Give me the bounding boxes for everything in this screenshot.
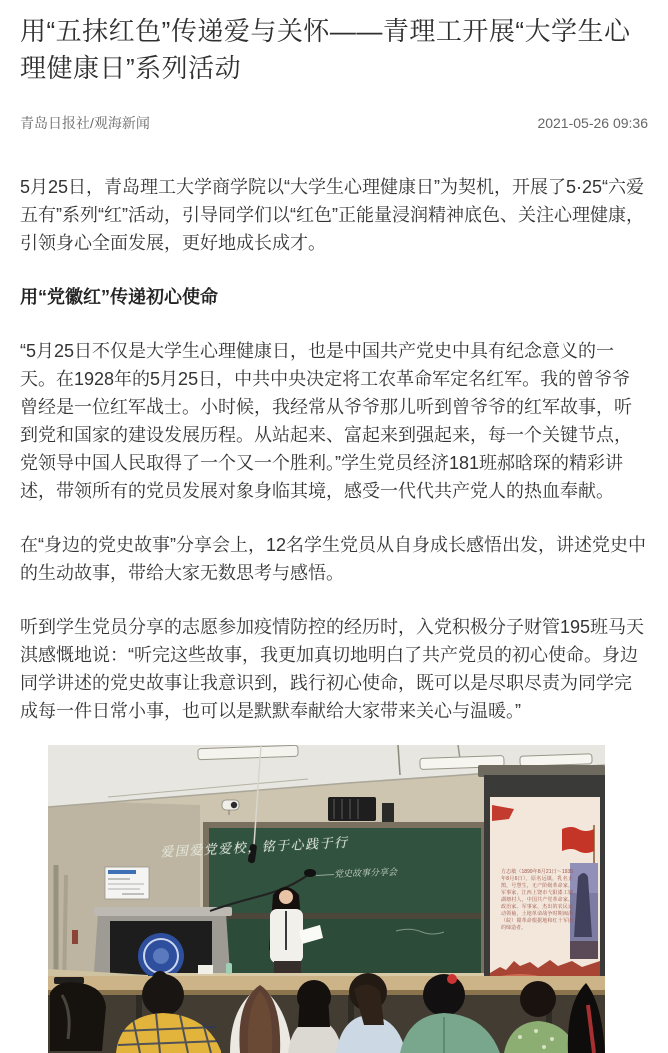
article-photo: [48, 745, 605, 1053]
article-paragraph: 听到学生党员分享的志愿参加疫情防控的经历时，入党积极分子财管195班马天淇感慨地说：“听完这些故事，我更加真切地明白了共产党员的初心使命。身边同学讲述的党史故事让我意识到，践行初心使命，既可以是尽职尽责为同学完成每一件日常小事，也可以是默默奉献给大家带来关心与温暖。”: [20, 617, 645, 721]
article-page: [0, 13, 668, 1053]
slide-biography-text: 方志敏（1899年8月21日～1935年8月6日），原名远镇，乳名正鹄，号慧生，无产阶级革命家、军事家，江西上饶市弋阳漆工镇湖塘村人，中国共产党革命家、政治家、军事家，杰出的农民运动领袖，土地革命战争时期闽浙（皖）赣革命根据地和红十军团的缔造者。: [501, 869, 573, 931]
slide-statue-photo: [570, 863, 598, 959]
article-paragraph: 在“身边的党史故事”分享会上，12名学生党员从自身成长感悟出发，讲述党史中的生动故事，带给大家无数思考与感悟。: [20, 535, 647, 583]
wall-poster: [105, 867, 149, 899]
article-source: 青岛日报社/观海新闻: [20, 115, 150, 131]
section-heading: 用“党徽红”传递初心使命: [20, 287, 218, 307]
article-paragraph: 5月25日，青岛理工大学商学院以“大学生心理健康日”为契机，开展了5·25“六爱五有”系列“红”活动，引导同学们以“红色”正能量浸润精神底色、关注心理健康，引领身心全面发展，更好地成长成才。: [20, 177, 645, 253]
article-datetime: 2021-05-26 09:36: [537, 115, 648, 131]
article-meta: [20, 113, 648, 133]
blackboard-chalk-text: 爱国爱党爱校，铭于心践于行: [159, 834, 349, 860]
red-scrunchie: [447, 974, 457, 984]
article-paragraph: “5月25日不仅是大学生心理健康日，也是中国共产党史中具有纪念意义的一天。在1928年的5月25日，中共中央决定将工农革命军定名红军。我的曾爷爷曾经是一位红军战士。小时候，我经常从爷爷那儿听到曾爷爷的红军故事，听到党和国家的建设发展历程。从站起来、富起来到强起来，每一个关键节点，党领导中国人民取得了一个又一个胜利。”学生党员经济181班郝晗琛的精彩讲述，带领所有的党员发展对象身临其境，感受一代代共产党人的热血奉献。: [20, 341, 632, 501]
backpack: [50, 982, 106, 1051]
article-title: 用“五抹红色”传递爱与关怀——青理工开展“大学生心理健康日”系列活动: [20, 16, 631, 83]
blackboard-chalk-subtext: ——党史故事分享会: [315, 866, 398, 880]
